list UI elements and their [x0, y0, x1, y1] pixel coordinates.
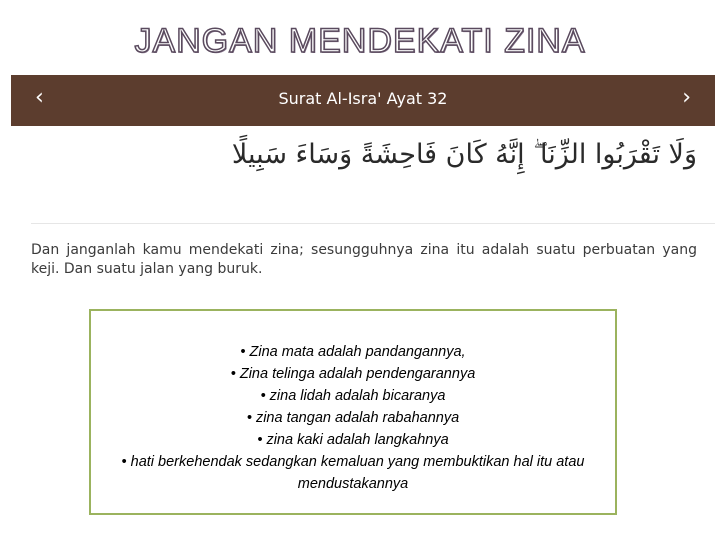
divider: [31, 223, 715, 224]
verse-translation: Dan janganlah kamu mendekati zina; sesungguhnya zina itu adalah suatu perbuatan yang keji. Dan suatu jalan yang buruk.: [31, 242, 697, 277]
list-item: • Zina mata adalah pandangannya,: [240, 344, 466, 360]
arabic-verse: وَلَا تَقْرَبُوا الزِّنَا ۖ إِنَّهُ كَانَ فَاحِشَةً وَسَاءَ سَبِيلًا: [231, 139, 697, 170]
list-item: • hati berkehendak sedangkan kemaluan yang membuktikan hal itu atau mendustakannya: [121, 454, 585, 492]
list-item: • zina tangan adalah rabahannya: [246, 410, 460, 426]
verse-title: Surat Al-Isra' Ayat 32: [278, 89, 448, 108]
notes-box: [89, 309, 617, 515]
list-item: • zina lidah adalah bicaranya: [260, 388, 446, 404]
list-item: • zina kaki adalah langkahnya: [257, 432, 449, 448]
notes-list: [91, 341, 615, 495]
chevron-left-icon[interactable]: ‹: [35, 85, 44, 110]
list-item: • Zina telinga adalah pendengarannya: [230, 366, 476, 382]
quran-verse-panel: [11, 75, 715, 278]
slide-title: JANGAN MENDEKATI ZINA: [134, 22, 586, 60]
chevron-right-icon[interactable]: ›: [682, 85, 691, 110]
panel-header: [11, 75, 715, 126]
